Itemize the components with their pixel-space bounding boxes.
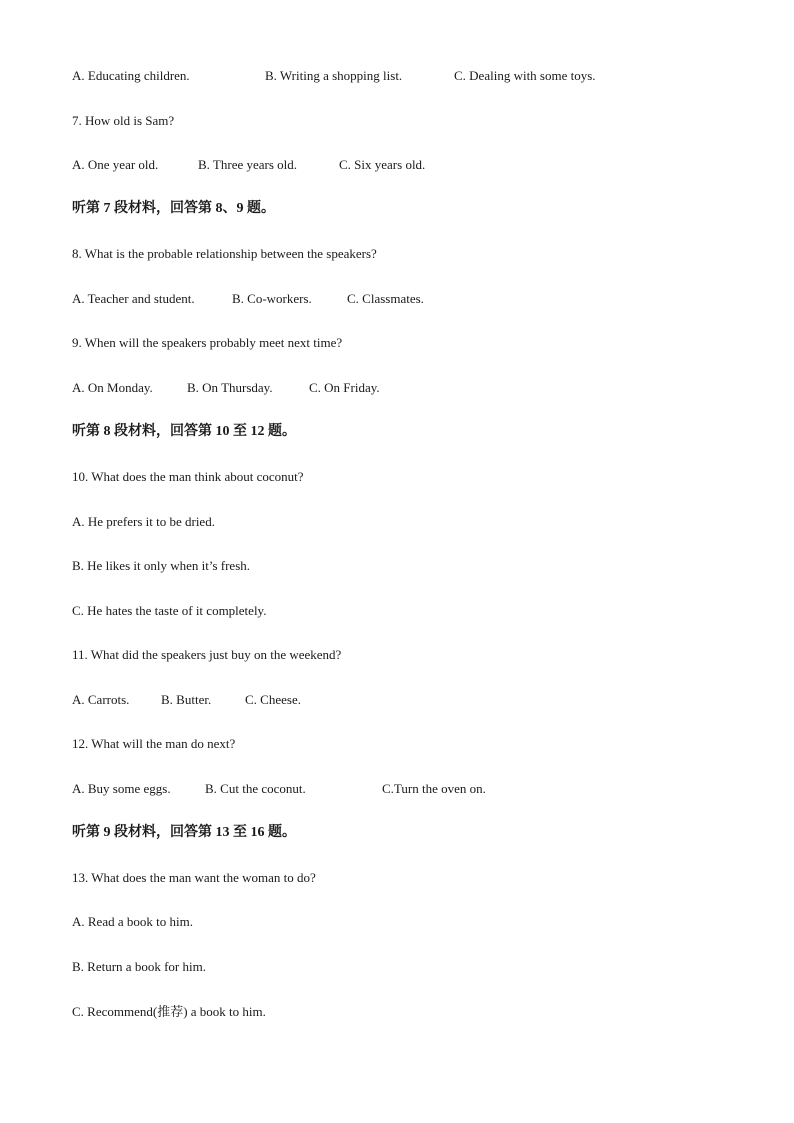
q11-question: 11. What did the speakers just buy on the weekend? — [72, 647, 342, 662]
q13-option-b: B. Return a book for him. — [72, 959, 206, 974]
q12-option-c: C.Turn the oven on. — [382, 781, 486, 796]
q9-option-c: C. On Friday. — [309, 380, 380, 395]
q12-question: 12. What will the man do next? — [72, 736, 236, 751]
q7-option-c: C. Six years old. — [339, 157, 426, 172]
q8-option-b: B. Co-workers. — [232, 291, 312, 306]
q12-option-b: B. Cut the coconut. — [205, 781, 306, 796]
q11-option-c: C. Cheese. — [245, 692, 301, 707]
q6-option-c: C. Dealing with some toys. — [454, 68, 596, 83]
section-8-heading: 听第 8 段材料，回答第 10 至 12 题。 — [72, 424, 296, 439]
q13-question: 13. What does the man want the woman to do? — [72, 870, 316, 885]
q10-question: 10. What does the man think about coconut? — [72, 469, 304, 484]
q10-option-b: B. He likes it only when it’s fresh. — [72, 558, 251, 573]
q11-option-a: A. Carrots. — [72, 692, 130, 707]
q7-option-a: A. One year old. — [72, 157, 159, 172]
q13-option-a: A. Read a book to him. — [72, 914, 193, 929]
q8-option-a: A. Teacher and student. — [72, 291, 195, 306]
q9-question: 9. When will the speakers probably meet next time? — [72, 335, 343, 350]
q11-option-b: B. Butter. — [161, 692, 212, 707]
q8-option-c: C. Classmates. — [347, 291, 424, 306]
q7-option-b: B. Three years old. — [198, 157, 298, 172]
q13-option-c: C. Recommend(推荐) a book to him. — [72, 1004, 266, 1019]
q7-question: 7. How old is Sam? — [72, 113, 175, 128]
q10-option-c: C. He hates the taste of it completely. — [72, 603, 267, 618]
q8-question: 8. What is the probable relationship between the speakers? — [72, 246, 377, 261]
q6-option-b: B. Writing a shopping list. — [265, 68, 403, 83]
section-7-heading: 听第 7 段材料，回答第 8、9 题。 — [72, 201, 275, 216]
q9-option-a: A. On Monday. — [72, 380, 153, 395]
q6-option-a: A. Educating children. — [72, 68, 190, 83]
q10-option-a: A. He prefers it to be dried. — [72, 514, 215, 529]
q9-option-b: B. On Thursday. — [187, 380, 273, 395]
q12-option-a: A. Buy some eggs. — [72, 781, 171, 796]
section-9-heading: 听第 9 段材料，回答第 13 至 16 题。 — [72, 825, 296, 840]
